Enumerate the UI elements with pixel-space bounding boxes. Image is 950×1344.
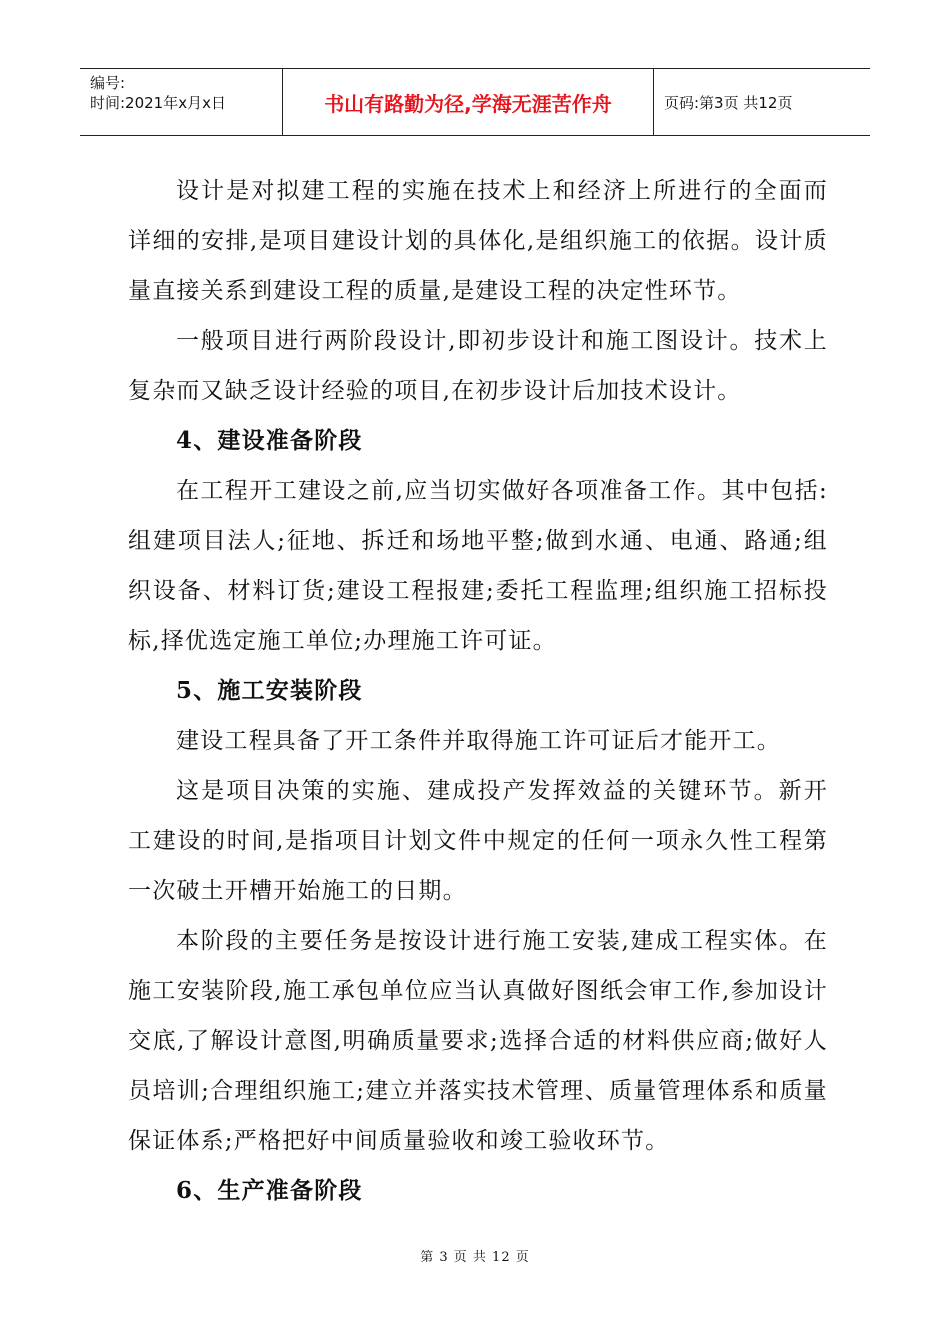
document-number-label: 编号: xyxy=(90,74,126,92)
section-heading: 5、施工安装阶段 xyxy=(176,677,363,704)
paragraph: 这是项目决策的实施、建成投产发挥效益的关键环节。新开工建设的时间,是指项目计划文件中规定的任何一项永久性工程第一次破土开槽开始施工的日期。 xyxy=(128,778,828,904)
document-header xyxy=(80,68,870,136)
paragraph: 建设工程具备了开工条件并取得施工许可证后才能开工。 xyxy=(176,728,781,754)
section-heading: 6、生产准备阶段 xyxy=(176,1177,363,1204)
paragraph: 设计是对拟建工程的实施在技术上和经济上所进行的全面而详细的安排,是项目建设计划的具体化,是组织施工的依据。设计质量直接关系到建设工程的质量,是建设工程的决定性环节。 xyxy=(128,178,828,304)
header-meta xyxy=(80,69,283,135)
document-body xyxy=(128,166,828,1216)
paragraph: 在工程开工建设之前,应当切实做好各项准备工作。其中包括:组建项目法人;征地、拆迁和场地平整;做到水通、电通、路通;组织设备、材料订货;建设工程报建;委托工程监理;组织施工招标投标,择优选定施工单位;办理施工许可证。 xyxy=(128,478,828,654)
header-page-info: 页码:第3页 共12页 xyxy=(664,93,793,112)
paragraph: 一般项目进行两阶段设计,即初步设计和施工图设计。技术上复杂而又缺乏设计经验的项目,在初步设计后加技术设计。 xyxy=(128,328,828,404)
paragraph: 本阶段的主要任务是按设计进行施工安装,建成工程实体。在施工安装阶段,施工承包单位应当认真做好图纸会审工作,参加设计交底,了解设计意图,明确质量要求;选择合适的材料供应商;做好人员培训;合理组织施工;建立并落实技术管理、质量管理体系和质量保证体系;严格把好中间质量验收和竣工验收环节。 xyxy=(128,928,828,1154)
page-footer: 第 3 页 共 12 页 xyxy=(420,1250,530,1265)
document-date: 时间:2021年x月x日 xyxy=(90,94,226,112)
section-heading: 4、建设准备阶段 xyxy=(176,427,363,454)
header-motto: 书山有路勤为径,学海无涯苦作舟 xyxy=(283,69,654,135)
